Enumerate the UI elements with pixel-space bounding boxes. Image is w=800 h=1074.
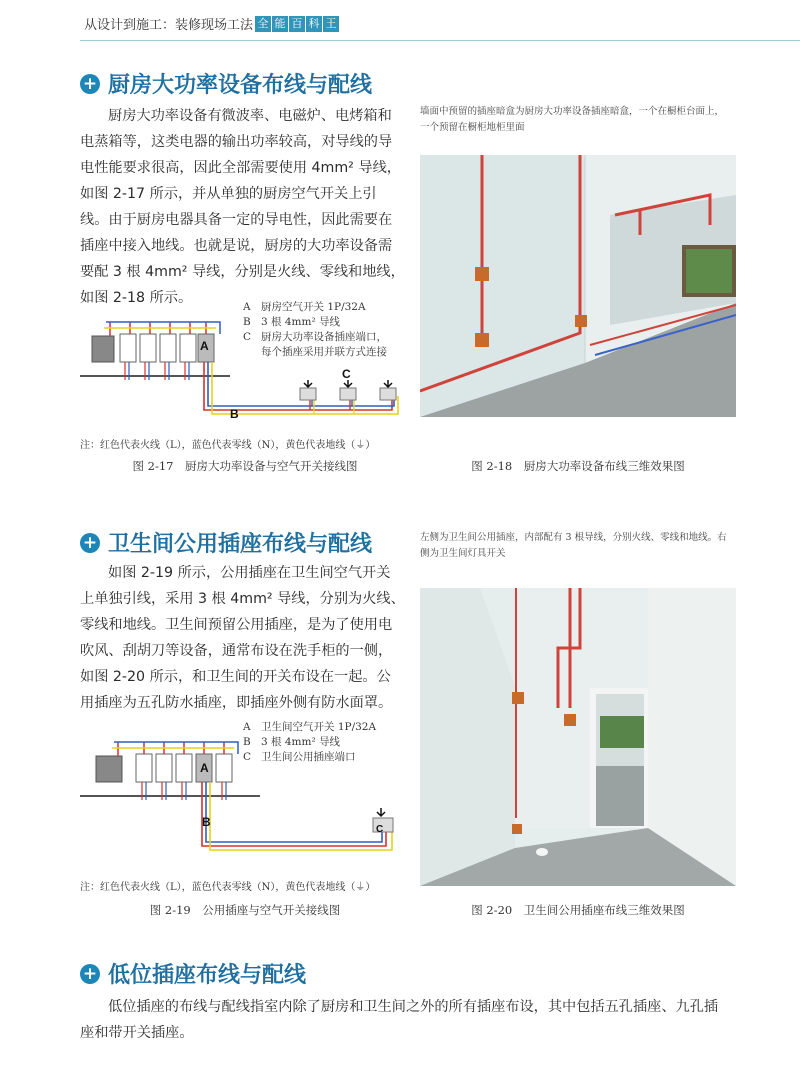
text-line: 零线和地线。卫生间预留公用插座，是为了使用电	[80, 617, 393, 633]
legend-key	[243, 345, 261, 360]
text-line: 如图 2-18 所示。	[80, 290, 193, 306]
book-title: 从设计到施工：装修现场工法	[84, 18, 254, 33]
text-line: 要配 3 根 4mm² 导线，分别是火线、零线和地线，	[80, 264, 405, 280]
series-char: 百	[289, 16, 305, 32]
text-line: 吹风、刮胡刀等设备，通常布设在洗手柜的一侧，	[80, 643, 393, 659]
bathroom-paragraph	[80, 560, 406, 716]
series-char: 王	[323, 16, 339, 32]
text-line: 座和带开关插座。	[80, 1025, 194, 1041]
figure-caption: 图 2-19 公用插座与空气开关接线图	[149, 903, 341, 917]
bathroom-3d-render	[420, 588, 736, 886]
legend-key: B	[243, 736, 251, 748]
text-line: 电蒸箱等，这类电器的输出功率较高，对导线的导	[80, 134, 393, 150]
text-line: 电性能要求很高，因此全部需要使用 4mm² 导线，	[80, 160, 401, 176]
low-socket-paragraph	[80, 994, 750, 1046]
series-char: 科	[306, 16, 322, 32]
legend-key: A	[243, 301, 251, 313]
plus-icon: +	[80, 74, 100, 94]
text-line: 如图 2-19 所示，公用插座在卫生间空气开关	[108, 565, 391, 581]
section-title-bathroom	[80, 527, 372, 558]
photo-note: 墙面中预留的插座暗盒为厨房大功率设备插座暗盒，一个在橱柜台面上，一个预留在橱柜地柜里面	[420, 106, 725, 133]
legend-key: B	[243, 316, 251, 328]
diagram-label-a: A	[200, 761, 209, 775]
series-char: 能	[272, 16, 288, 32]
series-badge	[255, 16, 340, 32]
section-title-text: 厨房大功率设备布线与配线	[108, 73, 373, 98]
legend-text: 厨房空气开关 1P/32A	[261, 301, 366, 313]
arrow-down-icon	[344, 380, 352, 387]
text-line: 上单独引线，采用 3 根 4mm² 导线，分别为火线、	[80, 591, 405, 607]
header-rule	[80, 40, 800, 41]
figure-caption: 图 2-17 厨房大功率设备与空气开关接线图	[132, 459, 358, 473]
diagram-label-c: C	[376, 824, 384, 835]
kitchen-paragraph	[80, 103, 406, 311]
figure-caption: 图 2-20 卫生间公用插座布线三维效果图	[471, 903, 685, 917]
color-note: 注：红色代表火线（L），蓝色代表零线（N），黄色代表地线（⏚）	[80, 440, 376, 451]
arrow-down-icon	[384, 380, 392, 387]
legend-text: 厨房大功率设备插座端口，	[261, 331, 387, 343]
diagram-label-b: B	[202, 815, 211, 829]
section-title-low-socket	[80, 958, 306, 989]
series-char: 全	[255, 16, 271, 32]
text-line: 如图 2-20 所示，和卫生间的开关布设在一起。公	[80, 669, 391, 685]
legend-key: C	[243, 751, 252, 763]
text-line: 如图 2-17 所示，并从单独的厨房空气开关上引	[80, 186, 377, 202]
arrow-down-icon	[304, 380, 312, 387]
legend-text: 3 根 4mm² 导线	[261, 736, 340, 748]
legend-key: C	[243, 331, 252, 343]
legend-text: 3 根 4mm² 导线	[261, 316, 340, 328]
diagram-label-a: A	[200, 339, 209, 353]
legend-text: 每个插座采用并联方式连接	[261, 346, 387, 358]
section-title-text: 低位插座布线与配线	[108, 963, 307, 988]
legend-key: A	[243, 721, 251, 733]
legend-text: 卫生间公用插座端口	[261, 751, 356, 763]
text-line: 线。由于厨房电器具备一定的导电性，因此需要在	[80, 212, 393, 228]
figure-caption: 图 2-18 厨房大功率设备布线三维效果图	[471, 459, 685, 473]
kitchen-3d-render	[420, 155, 736, 417]
legend-bathroom	[243, 720, 376, 765]
text-line: 用插座为五孔防水插座，即插座外侧有防水面罩。	[80, 695, 393, 711]
plus-icon: +	[80, 533, 100, 553]
text-line: 厨房大功率设备有微波率、电磁炉、电烤箱和	[108, 108, 392, 124]
section-title-kitchen	[80, 68, 372, 99]
diagram-label-b: B	[230, 407, 239, 421]
photo-note: 左侧为卫生间公用插座，内部配有 3 根导线，分别火线、零线和地线。右侧为卫生间灯具开关	[420, 532, 727, 559]
plus-icon: +	[80, 964, 100, 984]
legend-text: 卫生间空气开关 1P/32A	[261, 721, 377, 733]
color-note: 注：红色代表火线（L），蓝色代表零线（N），黄色代表地线（⏚）	[80, 882, 376, 893]
text-line: 低位插座的布线与配线指室内除了厨房和卫生间之外的所有插座布设，其中包括五孔插座、九孔插	[108, 999, 719, 1015]
running-header	[84, 14, 340, 33]
text-line: 插座中接入地线。也就是说，厨房的大功率设备需	[80, 238, 393, 254]
legend-kitchen	[243, 300, 387, 360]
section-title-text: 卫生间公用插座布线与配线	[108, 532, 373, 557]
arrow-down-icon	[377, 808, 385, 816]
diagram-label-c: C	[342, 367, 351, 381]
